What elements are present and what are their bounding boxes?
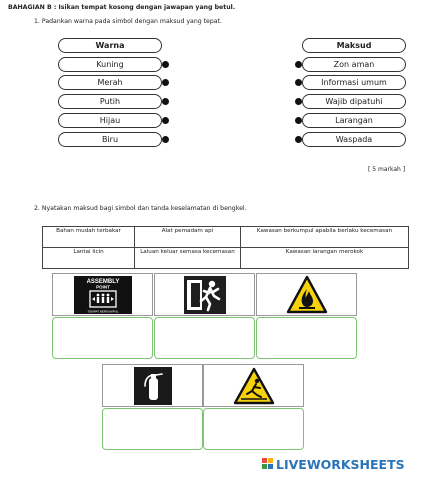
- word-bank-cell: Laluan keluar semasa kecemasan: [135, 248, 241, 269]
- slippery-floor-sign: [203, 364, 304, 407]
- fire-extinguisher-sign: [102, 364, 203, 407]
- answer-box-4[interactable]: [102, 408, 203, 450]
- assembly-sign-line2: POINT: [95, 284, 110, 289]
- answer-box-1[interactable]: [52, 317, 153, 359]
- match-dot-larangan[interactable]: [295, 117, 302, 124]
- table-row: [43, 227, 409, 248]
- question-2-instruction: Nyatakan maksud bagi simbol dan tanda keselamatan di bengkel.: [41, 205, 247, 212]
- question-2-number: 2.: [34, 205, 40, 212]
- meaning-informasi-umum: Informasi umum: [302, 75, 406, 90]
- match-dot-biru[interactable]: [162, 136, 169, 143]
- meaning-zon-aman: Zon aman: [302, 57, 406, 72]
- match-dot-informasi-umum[interactable]: [295, 79, 302, 86]
- color-header: Warna: [58, 38, 162, 53]
- word-bank-cell: Kawasan larangan merokok: [241, 248, 409, 269]
- match-dot-zon-aman[interactable]: [295, 61, 302, 68]
- color-merah: Merah: [58, 75, 162, 90]
- exit-running-man-icon: [183, 275, 227, 315]
- color-biru: Biru: [58, 132, 162, 147]
- assembly-point-icon: [73, 275, 133, 315]
- match-dot-kuning[interactable]: [162, 61, 169, 68]
- match-dot-waspada[interactable]: [295, 136, 302, 143]
- assembly-point-sign: [52, 273, 153, 316]
- match-dot-wajib-dipatuhi[interactable]: [295, 98, 302, 105]
- fire-extinguisher-icon: [133, 366, 173, 406]
- answer-box-5[interactable]: [203, 408, 304, 450]
- answer-box-2[interactable]: [154, 317, 255, 359]
- word-bank-cell: Bahan mudah terbakar: [43, 227, 135, 248]
- assembly-sign-line3: TEMPAT BERKUMPUL: [86, 309, 119, 313]
- color-putih: Putih: [58, 94, 162, 109]
- meaning-larangan: Larangan: [302, 113, 406, 128]
- match-dot-putih[interactable]: [162, 98, 169, 105]
- flammable-fire-icon: [286, 275, 328, 315]
- section-heading: BAHAGIAN B : Isikan tempat kosong dengan jawapan yang betul.: [8, 4, 236, 11]
- meaning-wajib-dipatuhi: Wajib dipatuhi: [302, 94, 406, 109]
- word-bank-cell: Alat pemadam api: [135, 227, 241, 248]
- meaning-waspada: Waspada: [302, 132, 406, 147]
- color-hijau: Hijau: [58, 113, 162, 128]
- liveworksheets-logo: [262, 457, 405, 472]
- marks-label: [ 5 markah ]: [368, 166, 406, 173]
- liveworksheets-brand: LIVEWORKSHEETS: [276, 457, 405, 472]
- match-dot-hijau[interactable]: [162, 117, 169, 124]
- question-1-number: 1.: [34, 18, 40, 25]
- answer-box-3[interactable]: [256, 317, 357, 359]
- table-row: [43, 248, 409, 269]
- word-bank-table: [42, 226, 409, 269]
- slippery-floor-icon: [232, 366, 276, 406]
- assembly-sign-line1: ASSEMBLY: [86, 278, 119, 285]
- emergency-exit-sign: [154, 273, 255, 316]
- question-1: [34, 18, 222, 25]
- flammable-sign: [256, 273, 357, 316]
- word-bank-cell: Kawasan berkumpul apabila berlaku kecemasan: [241, 227, 409, 248]
- question-1-instruction: Padankan warna pada simbol dengan maksud yang tepat.: [41, 18, 222, 25]
- color-kuning: Kuning: [58, 57, 162, 72]
- meaning-header: Maksud: [302, 38, 406, 53]
- question-2: [34, 205, 247, 212]
- word-bank-cell: Lantai licin: [43, 248, 135, 269]
- match-dot-merah[interactable]: [162, 79, 169, 86]
- liveworksheets-logo-icon: [262, 458, 274, 470]
